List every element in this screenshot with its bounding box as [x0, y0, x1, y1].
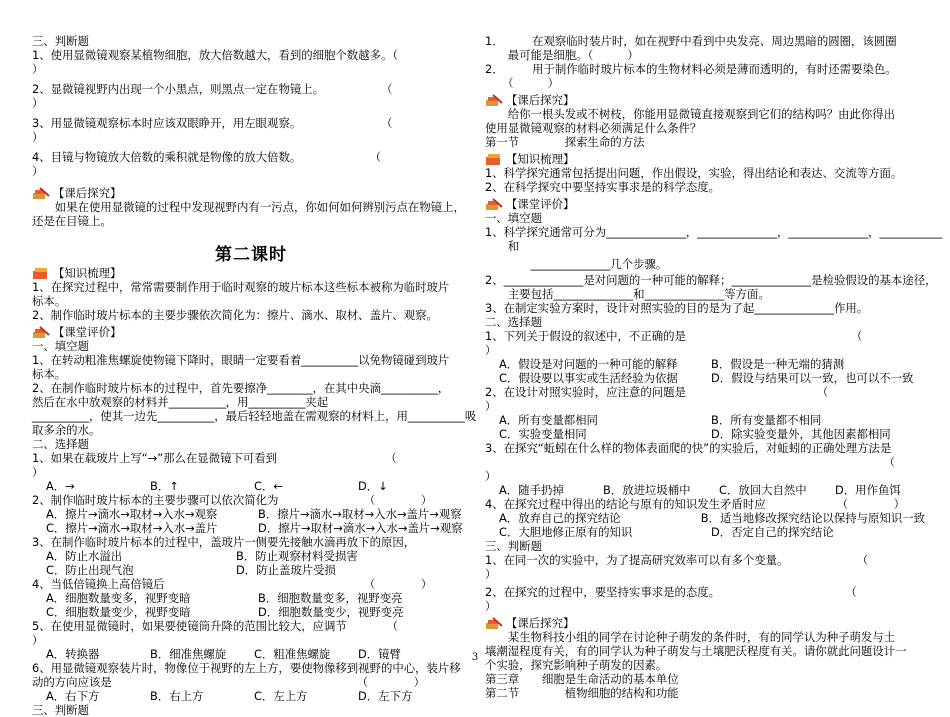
question: 3、在制作临时玻片标本的过程中，盖玻片一侧要先接触水滴再放下的原因， [32, 535, 416, 549]
option-row [32, 549, 470, 563]
option: D．↓ [358, 479, 388, 493]
question: 2、制作临时玻片标本的主要步骤可以依次简化为 （ ） [32, 493, 433, 507]
judge-item: 1、在同一次的实验中，为了提高研究效率可以有多个变量。 （ [485, 553, 869, 567]
section-heading: 三、判断题 [485, 539, 542, 553]
knowledge-heading [32, 266, 470, 280]
option-row [485, 483, 925, 497]
question: 3、在探究“蚯蚓在什么样的物体表面爬的快”的实验后，对蚯蚓的正确处理方法是 [485, 441, 892, 455]
question: 4、在探究过程中得出的结论与原有的知识发生矛盾时应 [485, 497, 766, 511]
option: B．擦片→滴水→取材→入水→盖片→观察 [258, 507, 462, 521]
fill-item: 3、在制定实验方案时，设计对照实验的目的是为了起______________作用。 [485, 301, 869, 315]
knowledge-item: 2、制作临时玻片标本的主要步骤依次简化为：擦片、滴水、取材、盖片、观察。 [32, 308, 438, 322]
option: A．放弃自己的探究结论 [499, 511, 621, 525]
question: 5、在使用显微镜时，如果要使镜筒升降的范围比较大，应调节 （ [32, 619, 399, 633]
option: B．放进垃圾桶中 [603, 483, 691, 497]
option: C．左上方 [254, 689, 308, 703]
option: A．右下方 [46, 689, 100, 703]
judge-item: ） [485, 567, 497, 581]
knowledge-item: 2、在科学探究中要坚持实事求是的科学态度。 [485, 180, 721, 194]
option-row [485, 357, 925, 371]
option: D．擦片→取材→滴水→入水→盖片→观察 [258, 521, 463, 535]
fill-item: 2、______________是对问题的一种可能的解释；______________是检验假设的基本途径， [485, 273, 937, 287]
top-item: 1． 在观察临时装片时，如在视野中看到中央发亮、周边黑暗的圆圈，该圆圈 [485, 34, 897, 48]
top-item: 2． 用于制作临时玻片标本的生物材料必须是薄而透明的，有时还需要染色。 [485, 62, 897, 76]
option: D．细胞数量变少，视野变亮 [258, 605, 404, 619]
left-column [32, 34, 477, 717]
right-column [485, 34, 943, 700]
section-line: 第二节 植物细胞的结构和功能 [485, 686, 679, 700]
fill-item: 取多余的水。 [32, 423, 101, 437]
knowledge-title: 【知识梳理】 [506, 152, 575, 166]
knowledge-heading [485, 152, 925, 166]
option: D．假设与结果可以一致，也可以不一致 [711, 371, 914, 385]
fill-item: 主要包括______________和______________等方面。 [485, 287, 770, 301]
question: 1、下列关于假设的叙述中，不正确的是 （ [485, 329, 863, 343]
judge-item: ） [32, 62, 44, 76]
option-row [32, 507, 470, 521]
fill-item: 然后在水中放观察的材料并__________，用__________夹起 [32, 395, 329, 409]
option: A．防止水溢出 [46, 549, 123, 563]
question-paren: （ ） [836, 497, 905, 511]
option: D．防止盖玻片受损 [236, 563, 336, 577]
option: C．← [254, 479, 283, 493]
option-row [485, 511, 925, 525]
top-item: （ ） [485, 76, 560, 90]
option: B．细胞数量变多，视野变亮 [258, 591, 403, 605]
explore-heading [485, 93, 925, 107]
pencil-book-icon [32, 326, 50, 339]
eval-heading [485, 197, 925, 211]
section-heading: 一、填空题 [485, 211, 542, 225]
option: A．转换器 [46, 647, 100, 661]
explore-title: 【课后探究】 [506, 93, 575, 107]
section-heading: 三、判断题 [32, 703, 89, 717]
page-number: 3 [471, 652, 479, 663]
explore-text: 如果在使用显微镜的过程中发现视野内有一污点，你如何如何辨别污点在物镜上， [32, 200, 465, 214]
eval-heading [32, 325, 470, 339]
question: 4、当低倍镜换上高倍镜后 （ ） [32, 577, 433, 591]
book-icon [485, 153, 503, 166]
explore-text: 个实验，探究影响种子萌发的因素。 [485, 658, 668, 672]
question: （ [883, 455, 895, 469]
question: ） [32, 633, 44, 647]
question: ） [485, 399, 497, 413]
question: 6、用显微镜观察装片时，物像位于视野的左上方，要使物像移到视野的中心，装片移 [32, 661, 461, 675]
option: B．右上方 [150, 689, 204, 703]
option: B．适当地修改探究结论以保持与原知识一致 [700, 511, 925, 525]
judge-item: ） [32, 96, 44, 110]
section-line: 第一节 探索生命的方法 [485, 135, 645, 149]
chapter-line: 第三章 细胞是生命活动的基本单位 [485, 672, 679, 686]
knowledge-item: 1、在探究过程中，常常需要制作用于临时观察的玻片标本这些标本被称为临时玻片 [32, 280, 450, 294]
option: B．细准焦螺旋 [150, 647, 227, 661]
option: D．否定自己的探究结论 [711, 525, 834, 539]
fill-item: 2、在制作临时玻片标本的过程中，首先要擦净________，在其中央滴__________， [32, 381, 450, 395]
option-row [485, 525, 925, 539]
question: 动的方向应该是 （ ） [32, 675, 425, 689]
fill-item: 1、科学探究通常可分为______________，______________，______________，___________ [485, 225, 943, 239]
section-heading: 三、判断题 [32, 34, 89, 48]
option: B．假设是一种无端的猜测 [711, 357, 845, 371]
explore-text: 给你一根头发或不树枝，你能用显微镜直接观察到它们的结构吗？由此你得出 [485, 107, 896, 121]
option: D．除实验变量外，其他因素都相同 [711, 427, 891, 441]
knowledge-item: 标本。 [32, 294, 67, 308]
option-row [32, 521, 470, 535]
explore-text: 使用显微镜观察的材料必须满足什么条件？ [485, 121, 702, 135]
pencil-book-icon [485, 617, 503, 630]
book-icon [32, 267, 50, 280]
question: ） [485, 343, 497, 357]
judge-item: 2、在探究的过程中，要坚持实事求是的态度。 （ [485, 585, 857, 599]
option: C．放回大自然中 [719, 483, 807, 497]
knowledge-title: 【知识梳理】 [53, 266, 122, 280]
option: C．假设要以事实或生活经验为依据 [499, 371, 678, 385]
judge-item: 4、目镜与物镜放大倍数的乘积就是物像的放大倍数。 （ [32, 150, 381, 164]
option: D．镜臂 [358, 647, 401, 661]
question: ） [485, 469, 497, 483]
option: B．↑ [150, 479, 179, 493]
judge-item: 1、使用显微镜观察某植物细胞，放大倍数越大，看到的细胞个数越多。（ [32, 48, 399, 62]
option: C．细胞数量变少，视野变暗 [46, 605, 191, 619]
question: 1、如果在载玻片上写“→”那么在显微镜下可看到 （ [32, 451, 397, 465]
option: A．所有变量都相同 [499, 413, 598, 427]
pencil-book-icon [485, 198, 503, 211]
section-heading: 二、选择题 [32, 437, 89, 451]
option-row [485, 371, 925, 385]
explore-title: 【课后探究】 [506, 616, 575, 630]
section-heading: 二、选择题 [485, 315, 542, 329]
option-row [485, 413, 925, 427]
pencil-book-icon [485, 94, 503, 107]
option: C．粗准焦螺旋 [254, 647, 331, 661]
option: C．擦片→滴水→取材→入水→盖片 [46, 521, 218, 535]
option-row [485, 427, 925, 441]
eval-title: 【课堂评价】 [506, 197, 575, 211]
question: 2、在设计对照实验时，应注意的问题是 （ [485, 385, 829, 399]
option: A．细胞数量变多，视野变暗 [46, 591, 191, 605]
knowledge-item: 1、科学探究通常包括提出问题，作出假设，实验，得出结论和表达、交流等方面。 [485, 166, 903, 180]
option: A．随手扔掉 [499, 483, 564, 497]
option-row [32, 563, 470, 577]
option-row [32, 689, 470, 703]
option: C．防止出现气泡 [46, 563, 134, 577]
option-row [32, 605, 470, 619]
pencil-book-icon [32, 187, 50, 200]
fill-item: __________，使其一边先__________，最后轻轻地盖在需观察的材料上，用__________吸 [32, 409, 477, 423]
explore-title: 【课后探究】 [53, 186, 122, 200]
option: B．防止观察材料受损害 [236, 549, 358, 563]
option: A．假设是对问题的一种可能的解释 [499, 357, 678, 371]
explore-heading [485, 616, 925, 630]
question: ） [32, 465, 44, 479]
explore-text: 还是在目镜上。 [32, 214, 112, 228]
question-row [485, 497, 925, 511]
explore-text: 某生物科技小组的同学在讨论种子萌发的条件时，有的同学认为种子萌发与土 [485, 630, 896, 644]
option-row [32, 591, 470, 605]
option: B．所有变量都不相同 [711, 413, 822, 427]
option: A．擦片→滴水→取材→入水→观察 [46, 507, 218, 521]
section-heading: 一、填空题 [32, 339, 89, 353]
option: C．大胆地修正原有的知识 [499, 525, 633, 539]
top-item: 最可能是细胞。（ ） [485, 48, 639, 62]
option: A．→ [46, 479, 75, 493]
explore-text: 壤潮湿程度有关，有的同学认为种子萌发与土壤肥沃程度有关。请你就此问题设计一 [485, 644, 907, 658]
judge-item: ） [32, 130, 44, 144]
judge-item: ） [485, 599, 497, 613]
lesson-title: 第二课时 [215, 245, 287, 265]
fill-item: ______________几个步骤。 [485, 257, 668, 271]
fill-item: 1、在转动粗准焦螺旋使物镜下降时，眼睛一定要看着__________以免物镜碰到玻片 [32, 353, 450, 367]
option: C．实验变量相同 [499, 427, 587, 441]
fill-item: 和 [485, 239, 520, 253]
option-row [32, 479, 470, 493]
option: D．左下方 [358, 689, 413, 703]
judge-item: 2、显微镜视野内出现一个小黑点，则黑点一定在物镜上。 （ [32, 82, 393, 96]
judge-item: 3、用显微镜观察标本时应该双眼睁开，用左眼观察。 （ [32, 116, 393, 130]
eval-title: 【课堂评价】 [53, 325, 122, 339]
judge-item: ） [32, 164, 44, 178]
explore-heading [32, 186, 470, 200]
fill-item: 标本。 [32, 367, 67, 381]
option: D．用作鱼饵 [835, 483, 901, 497]
